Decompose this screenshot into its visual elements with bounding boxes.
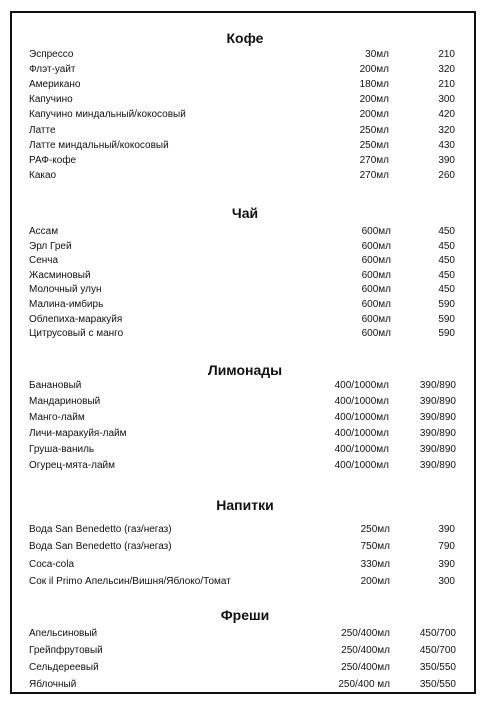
- item-volume: 200мл: [359, 94, 389, 106]
- item-volume: 250мл: [360, 524, 390, 535]
- item-price: 590: [438, 328, 455, 340]
- item-name: Вода San Benedetto (газ/негаз): [29, 541, 172, 553]
- item-volume: 600мл: [361, 226, 391, 237]
- menu-item-row: [0, 574, 490, 589]
- item-volume: 180мл: [359, 79, 389, 91]
- item-price: 450/700: [419, 628, 456, 639]
- item-volume: 400/1000мл: [334, 396, 389, 407]
- menu-item-row: [0, 442, 490, 457]
- item-name: Малина-имбирь: [29, 299, 104, 310]
- item-name: Груша-ваниль: [29, 444, 95, 455]
- item-volume: 250/400 мл: [338, 679, 390, 690]
- item-name: Огурец-мята-лайм: [29, 460, 116, 471]
- section-title: Фреши: [220, 607, 270, 623]
- item-volume: 330мл: [360, 558, 390, 570]
- menu-item-row: [0, 224, 490, 239]
- menu-item-row: [0, 239, 490, 254]
- item-name: Сок il Primo Апельсин/Вишня/Яблоко/Томат: [29, 576, 231, 588]
- item-price: 390: [438, 558, 455, 570]
- item-volume: 400/1000мл: [334, 460, 389, 471]
- menu-item-row: [0, 138, 490, 153]
- item-volume: 400/1000мл: [334, 428, 389, 439]
- menu-item-row: [0, 539, 490, 554]
- item-volume: 250/400мл: [341, 628, 390, 639]
- item-price: 590: [438, 299, 455, 310]
- menu-item-row: [0, 426, 490, 441]
- menu-item-row: [0, 458, 490, 473]
- item-name: Coca-cola: [29, 558, 75, 570]
- item-volume: 200мл: [359, 109, 389, 121]
- section-title: Кофе: [226, 30, 264, 46]
- item-name: Манго-лайм: [29, 412, 85, 423]
- item-volume: 600мл: [361, 328, 391, 340]
- menu-item-row: [0, 153, 490, 168]
- item-price: 450: [438, 269, 455, 281]
- menu-item-row: [0, 47, 490, 62]
- item-volume: 400/1000мл: [334, 444, 389, 455]
- item-name: Грейпфрутовый: [29, 645, 103, 656]
- item-price: 390/890: [419, 412, 456, 423]
- menu-item-row: [0, 253, 490, 268]
- item-price: 300: [438, 94, 455, 106]
- item-volume: 270мл: [359, 169, 389, 181]
- item-price: 390/890: [419, 396, 456, 407]
- item-price: 450: [438, 240, 455, 252]
- item-volume: 400/1000мл: [334, 412, 389, 423]
- menu-item-row: [0, 282, 490, 297]
- item-volume: 600мл: [361, 299, 391, 310]
- section-title: Чай: [231, 205, 259, 221]
- item-name: Личи-маракуйя-лайм: [29, 428, 127, 439]
- menu-item-row: [0, 268, 490, 283]
- item-name: Флэт-уайт: [29, 64, 76, 76]
- menu-item-row: [0, 677, 490, 692]
- item-price: 450/700: [419, 645, 456, 656]
- item-name: Молочный улун: [29, 284, 102, 296]
- menu-item-row: [0, 312, 490, 327]
- item-price: 790: [438, 541, 455, 553]
- menu-item-row: [0, 77, 490, 92]
- item-price: 210: [438, 49, 455, 60]
- item-volume: 400/1000мл: [334, 380, 389, 391]
- item-price: 350/550: [419, 662, 456, 673]
- item-volume: 250мл: [359, 139, 389, 151]
- item-name: Цитрусовый с манго: [29, 328, 124, 340]
- item-volume: 750мл: [360, 541, 390, 553]
- item-name: Мандариновый: [29, 396, 101, 407]
- item-name: Банановый: [29, 380, 82, 391]
- menu-item-row: [0, 626, 490, 641]
- item-volume: 600мл: [361, 313, 391, 325]
- menu-item-row: [0, 660, 490, 675]
- item-price: 390/890: [419, 380, 456, 391]
- item-name: Сельдереевый: [29, 662, 99, 673]
- menu-item-row: [0, 378, 490, 393]
- item-volume: 600мл: [361, 284, 391, 296]
- item-price: 430: [438, 139, 455, 151]
- menu-item-row: [0, 123, 490, 138]
- item-name: Сенча: [29, 255, 59, 267]
- item-price: 320: [438, 124, 455, 136]
- item-name: Латте: [29, 124, 56, 136]
- item-price: 450: [438, 284, 455, 296]
- item-price: 320: [438, 64, 455, 76]
- menu-item-row: [0, 394, 490, 409]
- item-name: Эспрессо: [29, 49, 74, 60]
- item-name: Ассам: [29, 226, 59, 237]
- item-price: 260: [438, 169, 455, 181]
- item-name: Какао: [29, 169, 57, 181]
- item-name: Капучино миндальный/кокосовый: [29, 109, 186, 121]
- item-price: 390: [438, 524, 455, 535]
- item-price: 390: [438, 154, 455, 166]
- section-title: Напитки: [216, 497, 274, 513]
- menu-item-row: [0, 107, 490, 122]
- item-price: 210: [438, 79, 455, 91]
- item-name: РАФ-кофе: [29, 154, 77, 166]
- menu-item-row: [0, 92, 490, 107]
- menu-item-row: [0, 557, 490, 572]
- item-price: 450: [438, 226, 455, 237]
- item-volume: 600мл: [361, 255, 391, 267]
- section-title: Лимонады: [207, 362, 283, 378]
- item-price: 420: [438, 109, 455, 121]
- item-volume: 30мл: [365, 49, 389, 60]
- item-volume: 270мл: [359, 154, 389, 166]
- item-price: 390/890: [419, 460, 456, 471]
- menu-item-row: [0, 326, 490, 341]
- item-name: Капучино: [29, 94, 73, 106]
- item-price: 390/890: [419, 428, 456, 439]
- item-volume: 250/400мл: [341, 645, 390, 656]
- item-name: Апельсиновый: [29, 628, 98, 639]
- item-volume: 200мл: [360, 576, 390, 588]
- menu-item-row: [0, 643, 490, 658]
- item-name: Латте миндальный/кокосовый: [29, 139, 169, 151]
- menu-item-row: [0, 410, 490, 425]
- item-price: 590: [438, 313, 455, 325]
- item-name: Американо: [29, 79, 81, 91]
- item-volume: 600мл: [361, 269, 391, 281]
- item-name: Эрл Грей: [29, 240, 72, 252]
- item-name: Жасминовый: [29, 269, 91, 281]
- item-price: 450: [438, 255, 455, 267]
- menu-item-row: [0, 168, 490, 183]
- item-volume: 250/400мл: [341, 662, 390, 673]
- item-volume: 250мл: [359, 124, 389, 136]
- menu-item-row: [0, 62, 490, 77]
- item-volume: 200мл: [359, 64, 389, 76]
- item-price: 350/550: [419, 679, 456, 690]
- item-name: Яблочный: [29, 679, 77, 690]
- item-price: 300: [438, 576, 455, 588]
- item-price: 390/890: [419, 444, 456, 455]
- item-name: Облепиха-маракуйя: [29, 313, 123, 325]
- menu-item-row: [0, 297, 490, 312]
- item-volume: 600мл: [361, 240, 391, 252]
- item-name: Вода San Benedetto (газ/негаз): [29, 524, 172, 535]
- menu-item-row: [0, 522, 490, 537]
